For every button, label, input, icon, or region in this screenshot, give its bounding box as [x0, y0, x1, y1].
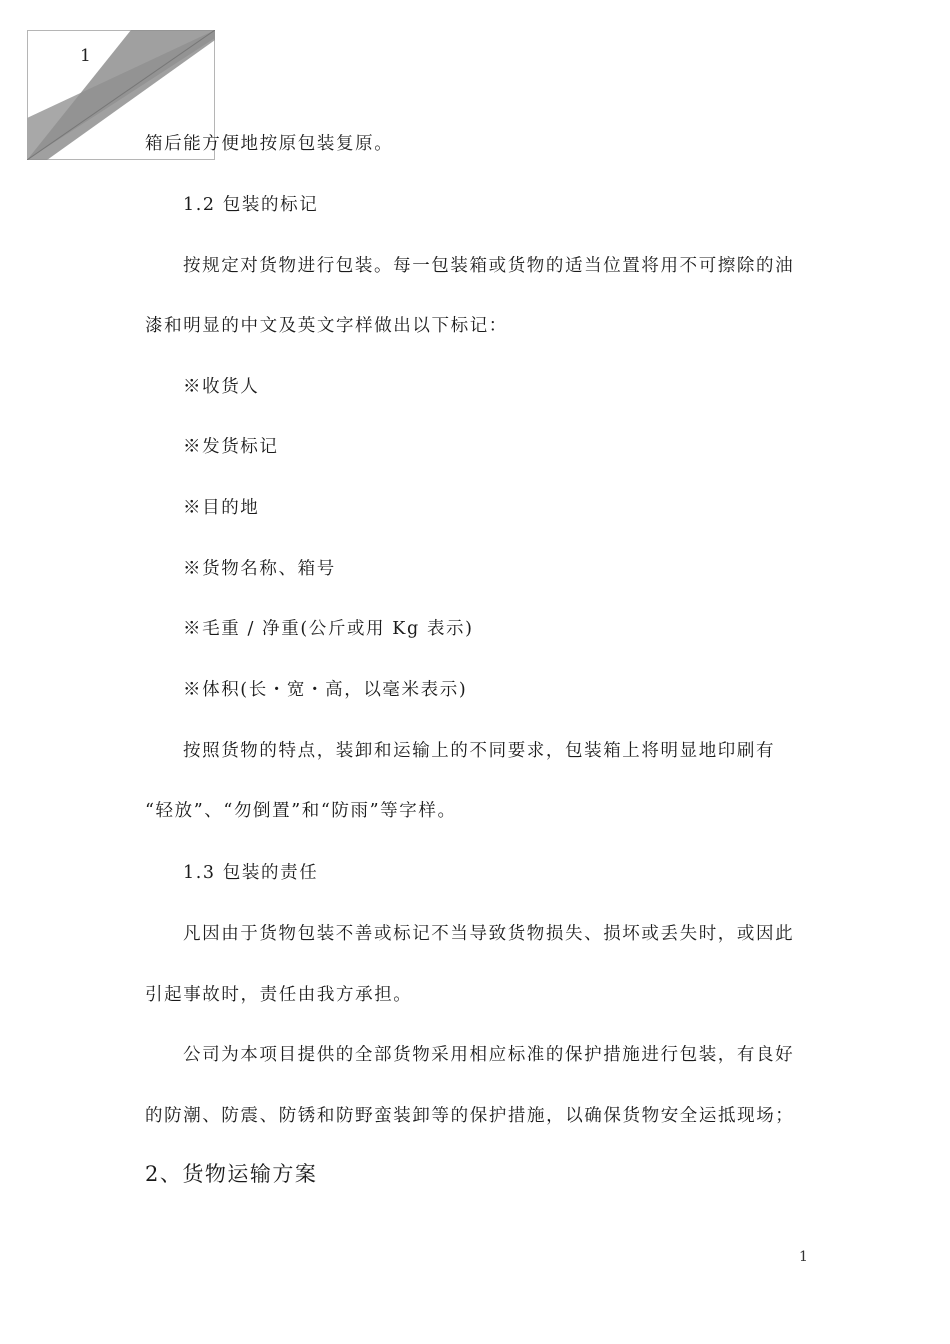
- list-item: ※货物名称、箱号: [183, 559, 336, 579]
- list-item: ※毛重 / 净重(公斤或用 Kg 表示): [183, 619, 474, 639]
- paragraph-line: 凡因由于货物包装不善或标记不当导致货物损失、损坏或丢失时，或因此: [183, 924, 795, 944]
- list-item: ※收货人: [183, 377, 260, 397]
- list-item: ※发货标记: [183, 437, 279, 457]
- subsection-title: 1.2 包装的标记: [183, 195, 319, 215]
- list-item: ※体积(长・宽・高，以毫米表示): [183, 680, 468, 700]
- paragraph-line: 箱后能方便地按原包装复原。: [145, 134, 394, 154]
- paragraph-line: 的防潮、防震、防锈和防野蛮装卸等的保护措施，以确保货物安全运抵现场；: [145, 1106, 795, 1126]
- paragraph-line: 引起事故时，责任由我方承担。: [145, 985, 413, 1005]
- paragraph-line: 漆和明显的中文及英文字样做出以下标记：: [145, 316, 508, 336]
- section-heading: 2、货物运输方案: [145, 1162, 318, 1186]
- paragraph-line: 按规定对货物进行包装。每一包装箱或货物的适当位置将用不可擦除的油: [183, 256, 795, 276]
- paragraph-line: 公司为本项目提供的全部货物采用相应标准的保护措施进行包装，有良好: [183, 1045, 795, 1065]
- list-item: ※目的地: [183, 498, 260, 518]
- page-number: 1: [799, 1249, 808, 1265]
- subsection-title: 1.3 包装的责任: [183, 863, 319, 883]
- paragraph-line: “轻放”、“勿倒置”和“防雨”等字样。: [145, 801, 457, 821]
- corner-number: 1: [80, 46, 91, 66]
- paragraph-line: 按照货物的特点，装卸和运输上的不同要求，包装箱上将明显地印刷有: [183, 741, 776, 761]
